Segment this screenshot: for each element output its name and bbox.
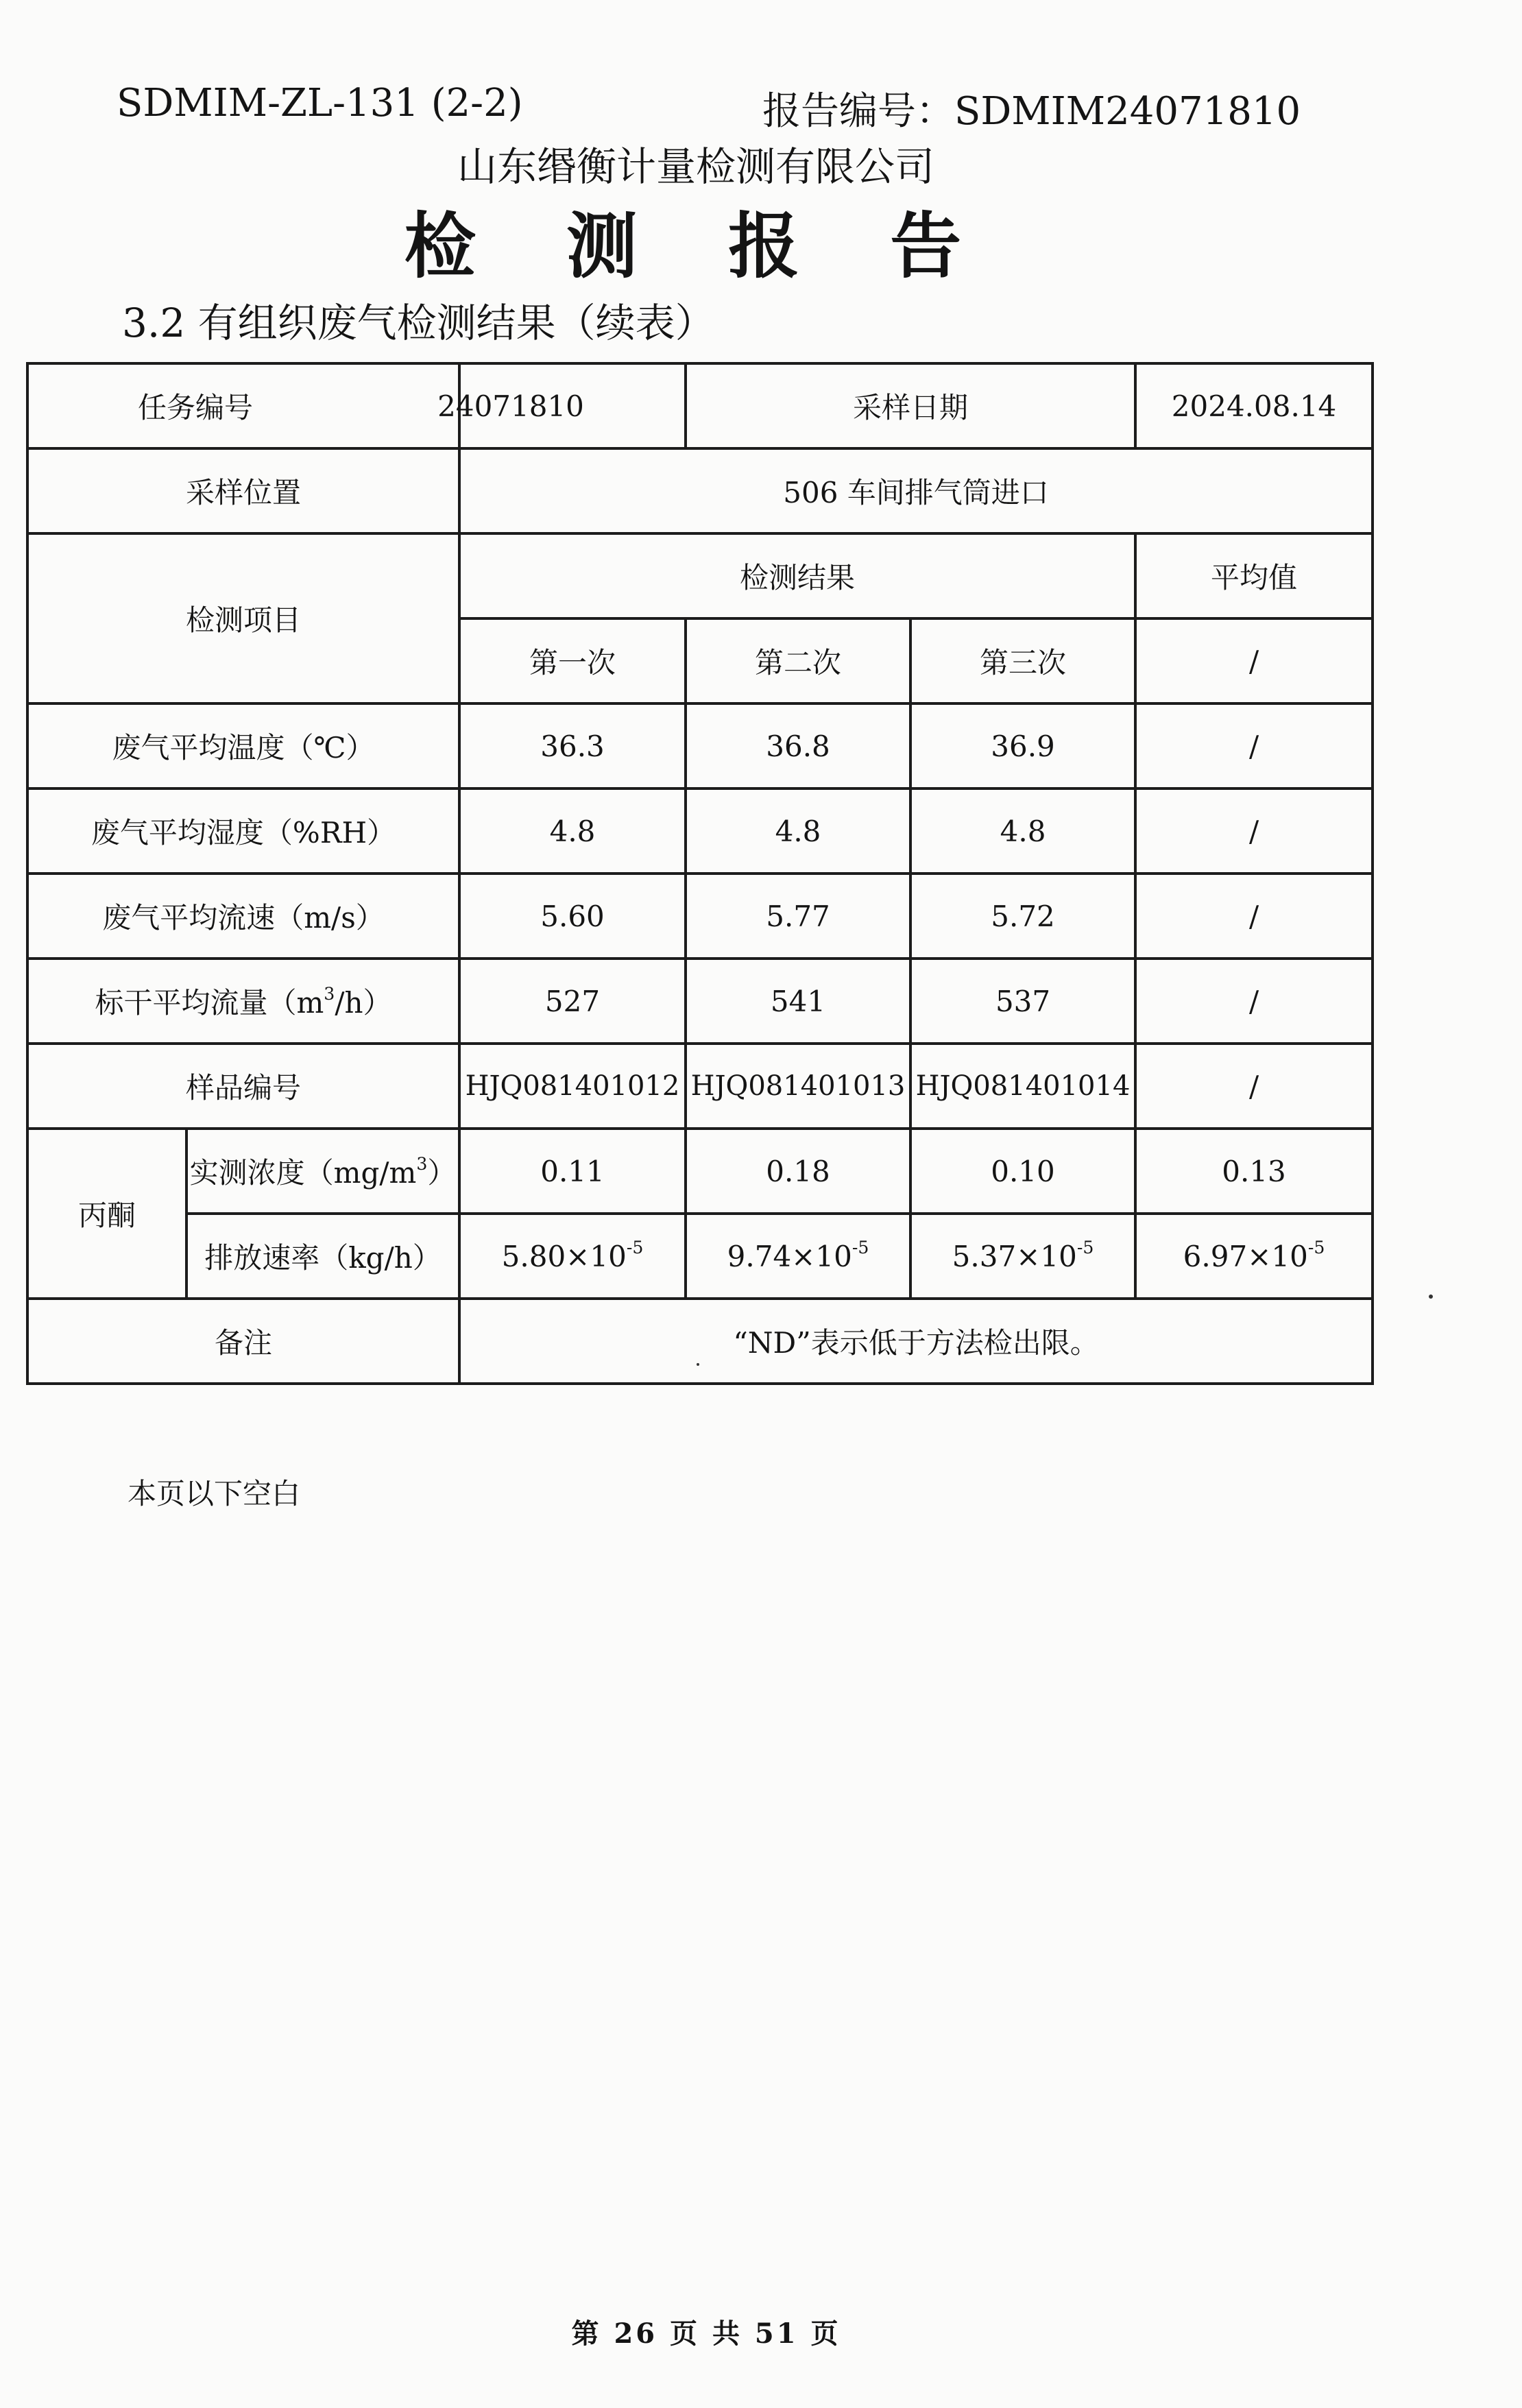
cell: HJQ081401012 [459, 1044, 686, 1129]
company-name: 山东缗衡计量检测有限公司 [457, 143, 934, 190]
row-label: 废气平均流速（m/s） [27, 874, 459, 959]
cell: / [1135, 788, 1373, 874]
document-code: SDMIM-ZL-131 (2-2) [117, 81, 523, 125]
table-row [27, 1299, 1373, 1384]
scan-speck [1429, 1295, 1433, 1299]
cell: HJQ081401013 [686, 1044, 910, 1129]
sample-date-value: 2024.08.14 [1135, 363, 1373, 448]
cell: 36.3 [459, 703, 686, 788]
cell: 537 [910, 959, 1135, 1044]
row-label: 样品编号 [27, 1044, 459, 1129]
report-number: 报告编号：SDMIM24071810 [762, 89, 1301, 134]
table-row [27, 1214, 1373, 1299]
cell: $5.37\times 10^{-5}$ [910, 1214, 1135, 1299]
remark-label: 备注 [27, 1299, 459, 1384]
table-row [27, 959, 1373, 1044]
cell: 0.10 [910, 1129, 1135, 1214]
task-no-value: 24071810 [459, 363, 686, 448]
average-header: 平均值 [1135, 533, 1373, 618]
cell: 4.8 [459, 788, 686, 874]
row-label: 排放速率（kg/h） [186, 1214, 459, 1299]
location-label: 采样位置 [27, 448, 459, 533]
cell: 36.9 [910, 703, 1135, 788]
table-row [27, 788, 1373, 874]
cell: 527 [459, 959, 686, 1044]
report-title: 检 测 报 告 [404, 204, 995, 288]
scan-speck [697, 1363, 699, 1366]
sample-date-label: 采样日期 [686, 363, 1135, 448]
table-row [27, 1129, 1373, 1214]
cell: 36.8 [686, 703, 910, 788]
cell: / [1135, 1044, 1373, 1129]
cell: 4.8 [910, 788, 1135, 874]
cell: 5.60 [459, 874, 686, 959]
blank-below-note: 本页以下空白 [128, 1477, 301, 1510]
table-row [27, 874, 1373, 959]
cell: 5.77 [686, 874, 910, 959]
results-header: 检测结果 [459, 533, 1135, 618]
location-value: 506 车间排气筒进口 [459, 448, 1373, 533]
cell: 5.72 [910, 874, 1135, 959]
remark-value: “ND”表示低于方法检出限。 [459, 1299, 1373, 1384]
cell: 541 [686, 959, 910, 1044]
cell: $5.80\times 10^{-5}$ [459, 1214, 686, 1299]
cell: $9.74\times 10^{-5}$ [686, 1214, 910, 1299]
table-row [27, 703, 1373, 788]
table-row [27, 1044, 1373, 1129]
page-number: 第 26 页 共 51 页 [571, 2317, 841, 2350]
cell: 0.11 [459, 1129, 686, 1214]
row-label: 废气平均温度（℃） [27, 703, 459, 788]
cell: 0.18 [686, 1129, 910, 1214]
item-label: 检测项目 [27, 533, 459, 703]
table-row [27, 533, 1373, 618]
run-2-header: 第二次 [686, 618, 910, 703]
row-label: 废气平均湿度（%RH） [27, 788, 459, 874]
cell: / [1135, 874, 1373, 959]
row-label: 标干平均流量$(m^3/h)$ [27, 959, 459, 1044]
substance-label: 丙酮 [27, 1129, 186, 1299]
cell: 0.13 [1135, 1129, 1373, 1214]
task-no-label: 任务编号 [27, 363, 459, 448]
cell: 4.8 [686, 788, 910, 874]
run-1-header: 第一次 [459, 618, 686, 703]
table-row [27, 448, 1373, 533]
cell: HJQ081401014 [910, 1044, 1135, 1129]
section-title: 3.2 有组织废气检测结果（续表） [122, 300, 715, 346]
results-table [26, 362, 1374, 1385]
row-label: 实测浓度$(mg/m^3)$ [186, 1129, 459, 1214]
table-row [27, 363, 1373, 448]
run-3-header: 第三次 [910, 618, 1135, 703]
cell: $6.97\times 10^{-5}$ [1135, 1214, 1373, 1299]
average-placeholder: / [1135, 618, 1373, 703]
cell: / [1135, 959, 1373, 1044]
cell: / [1135, 703, 1373, 788]
